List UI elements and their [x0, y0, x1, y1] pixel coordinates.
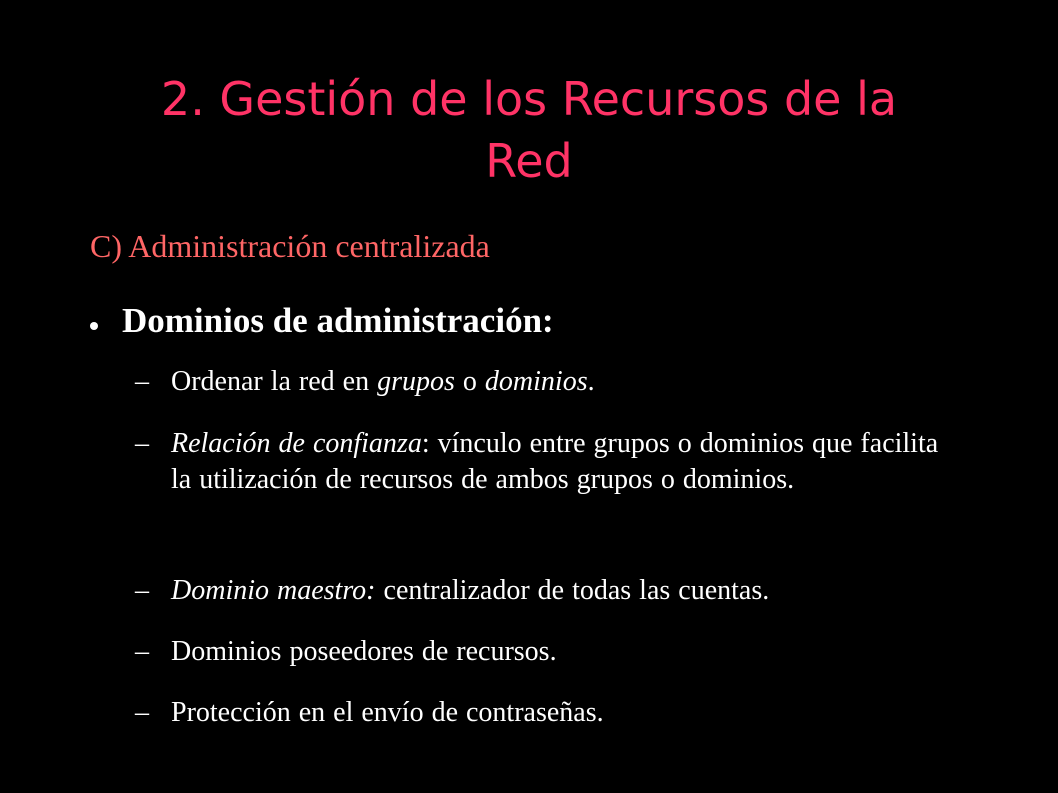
sub-item-1-part-4: dominios: [484, 366, 588, 397]
sub-item-2: [135, 426, 975, 498]
sub-item-1-part-3: o: [454, 366, 485, 397]
dash-icon: –: [135, 366, 149, 397]
bullet-dot-icon: [90, 322, 98, 330]
sub-item-4-text: Dominios poseedores de recursos.: [171, 636, 557, 667]
sub-item-1-part-1: Ordenar la red en: [171, 366, 378, 397]
sub-item-4: [135, 634, 975, 670]
dash-icon: –: [135, 636, 149, 667]
sub-item-1-part-2: grupos: [377, 366, 455, 397]
dash-icon: –: [135, 697, 149, 728]
sub-item-3-part-2: centralizador de todas las cuentas.: [375, 575, 770, 606]
sub-item-5-text: Protección en el envío de contraseñas.: [171, 697, 604, 728]
slide-subtitle: C) Administración centralizada: [90, 228, 490, 264]
sub-item-2-part-2: : vínculo entre grupos o dominios que facilita la utilización de recursos de ambos grupos o dominios.: [171, 428, 939, 495]
dash-icon: –: [135, 575, 149, 606]
sub-item-3-part-1: Dominio maestro:: [171, 575, 376, 606]
dash-icon: –: [135, 428, 149, 459]
bullet-item: [90, 299, 554, 343]
sub-item-5: [135, 695, 975, 731]
bullet-label: Dominios de administración:: [122, 301, 554, 340]
slide-title-line-1: 2. Gestión de los Recursos de la: [160, 72, 898, 126]
slide-title-line-2: Red: [485, 134, 573, 188]
sub-item-1-part-5: .: [587, 366, 595, 397]
sub-item-2-part-1: Relación de confianza: [171, 428, 422, 459]
sub-item-1-text: [171, 364, 975, 400]
sub-item-2-text: [171, 426, 961, 498]
sub-item-3-text: [171, 573, 975, 609]
sub-item-1: [135, 364, 975, 400]
sub-item-3: [135, 573, 975, 609]
slide-title: [80, 68, 978, 192]
